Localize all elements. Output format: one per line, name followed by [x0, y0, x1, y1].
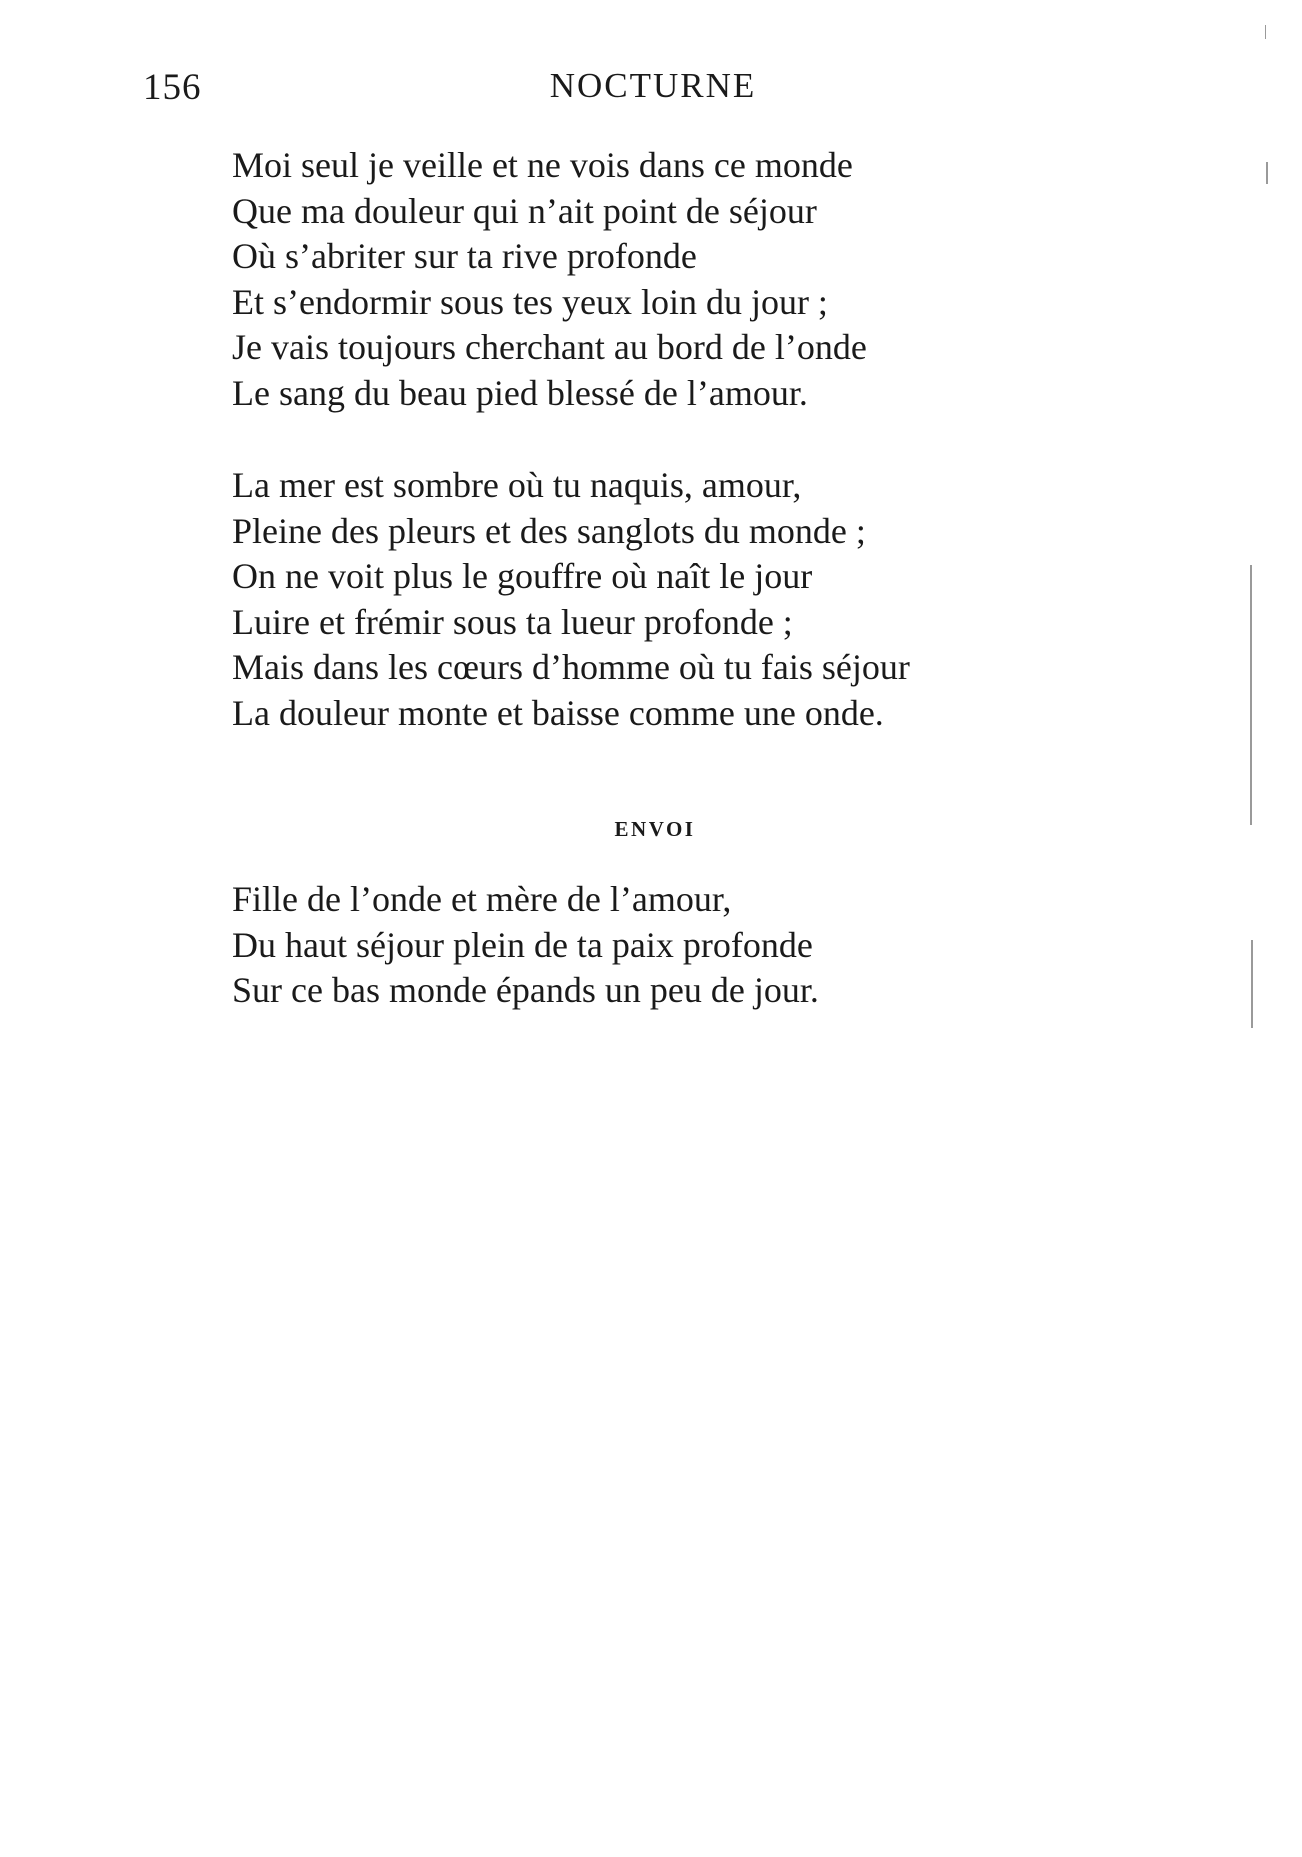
page-header: [0, 66, 1302, 116]
verse-line: Le sang du beau pied blessé de l’amour.: [232, 372, 808, 413]
stanza-2: [232, 463, 1132, 736]
verse-line: Moi seul je veille et ne vois dans ce monde: [232, 145, 853, 185]
stanza-1: [232, 143, 1132, 416]
verse-line: Mais dans les cœurs d’homme où tu fais séjour: [232, 647, 910, 687]
verse-line: Que ma douleur qui n’ait point de séjour: [232, 190, 817, 231]
verse-line: On ne voit plus le gouffre où naît le jour: [232, 556, 813, 596]
verse-line: Et s’endormir sous tes yeux loin du jour ;: [232, 281, 828, 322]
verse-line: Je vais toujours cherchant au bord de l’onde: [232, 327, 867, 367]
poem-body: [232, 143, 1132, 783]
verse-line: Sur ce bas monde épands un peu de jour.: [232, 970, 819, 1010]
scan-mark: [1251, 940, 1253, 1028]
envoi-heading: ENVOI: [614, 817, 696, 841]
envoi-stanza: [232, 877, 1132, 1014]
scan-mark: [1250, 565, 1252, 825]
page-number: 156: [143, 67, 202, 108]
verse-line: La douleur monte et baisse comme une onde.: [232, 692, 884, 733]
verse-line: Fille de l’onde et mère de l’amour,: [232, 879, 732, 919]
verse-line: Luire et frémir sous ta lueur profonde ;: [232, 601, 793, 642]
verse-line: Où s’abriter sur ta rive profonde: [232, 236, 697, 276]
running-title: NOCTURNE: [549, 66, 757, 105]
scan-mark: [1266, 162, 1268, 184]
scan-mark: [1265, 25, 1266, 39]
verse-line: La mer est sombre où tu naquis, amour,: [232, 465, 802, 505]
verse-line: Du haut séjour plein de ta paix profonde: [232, 924, 813, 965]
verse-line: Pleine des pleurs et des sanglots du monde ;: [232, 510, 866, 551]
